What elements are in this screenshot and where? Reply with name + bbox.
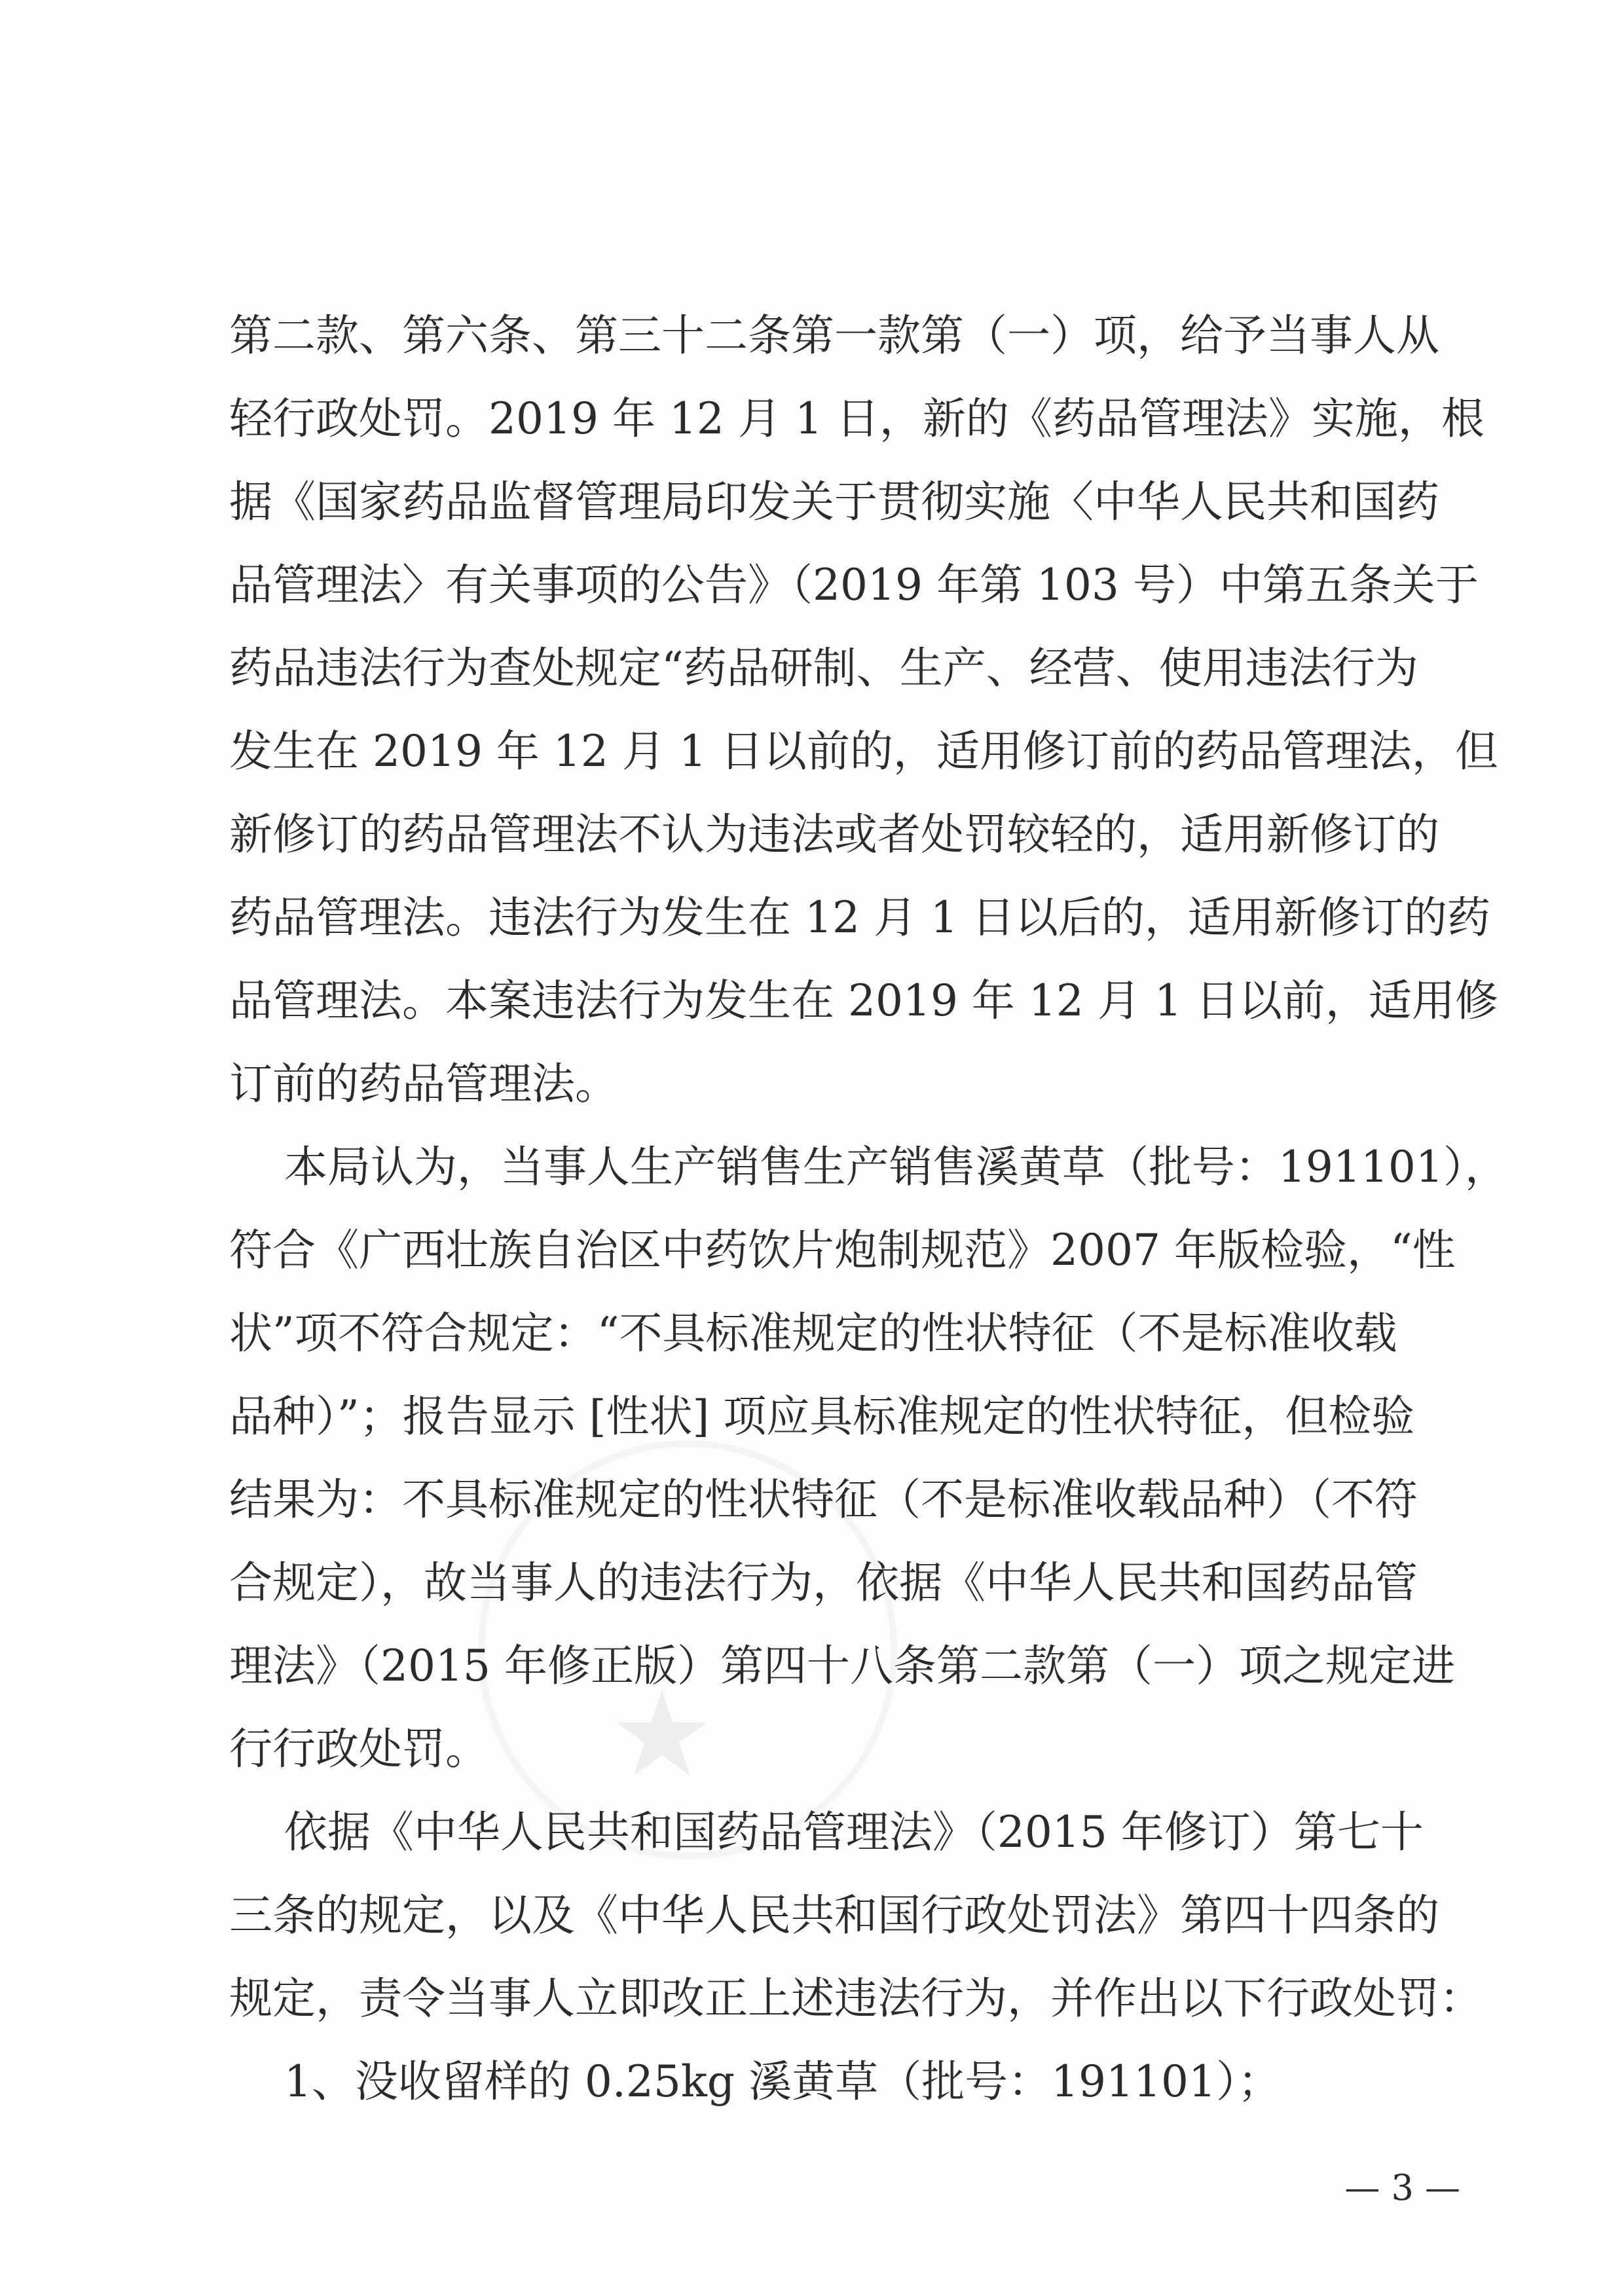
text-line: 本局认为，当事人生产销售生产销售溪黄草（批号：191101）， xyxy=(229,1142,1508,1192)
seal-star-icon: ★ xyxy=(609,1666,715,1803)
text-line: 第二款、第六条、第三十二条第一款第（一）项，给予当事人从 xyxy=(229,310,1439,361)
text-line: 符合《广西壮族自治区中药饮片炮制规范》2007 年版检验，“性 xyxy=(229,1225,1456,1275)
text-line: 行行政处罚。 xyxy=(229,1724,489,1774)
text-line: 结果为：不具标准规定的性状特征（不是标准收载品种）（不符 xyxy=(229,1474,1418,1525)
text-line: 依据《中华人民共和国药品管理法》（2015 年修订）第七十 xyxy=(229,1807,1424,1857)
text-line: 新修订的药品管理法不认为违法或者处罚较轻的，适用新修订的 xyxy=(229,809,1439,860)
text-line: 轻行政处罚。2019 年 12 月 1 日，新的《药品管理法》实施，根 xyxy=(229,393,1485,444)
text-line: 状”项不符合规定：“不具标准规定的性状特征（不是标准收载 xyxy=(229,1308,1397,1358)
page-number: — 3 — xyxy=(1344,2167,1460,2208)
text-line: 理法》（2015 年修正版）第四十八条第二款第（一）项之规定进 xyxy=(229,1641,1455,1691)
text-line: 据《国家药品监督管理局印发关于贯彻实施〈中华人民共和国药 xyxy=(229,477,1439,527)
text-line: 品种）”；报告显示 [性状] 项应具标准规定的性状特征，但检验 xyxy=(229,1391,1415,1442)
text-line: 品管理法〉有关事项的公告》（2019 年第 103 号）中第五条关于 xyxy=(229,560,1479,610)
text-line: 合规定），故当事人的违法行为，依据《中华人民共和国药品管 xyxy=(229,1558,1418,1608)
text-line: 规定，责令当事人立即改正上述违法行为，并作出以下行政处罚： xyxy=(229,1973,1483,2024)
text-line: 1、没收留样的 0.25kg 溪黄草（批号：191101）； xyxy=(229,2056,1282,2107)
text-line: 药品违法行为查处规定“药品研制、生产、经营、使用违法行为 xyxy=(229,643,1418,693)
text-line: 发生在 2019 年 12 月 1 日以前的，适用修订前的药品管理法，但 xyxy=(229,726,1498,776)
text-line: 三条的规定，以及《中华人民共和国行政处罚法》第四十四条的 xyxy=(229,1890,1439,1941)
text-line: 品管理法。本案违法行为发生在 2019 年 12 月 1 日以前，适用修 xyxy=(229,975,1498,1026)
text-line: 药品管理法。违法行为发生在 12 月 1 日以后的，适用新修订的药 xyxy=(229,892,1490,943)
text-line: 订前的药品管理法。 xyxy=(229,1059,618,1109)
